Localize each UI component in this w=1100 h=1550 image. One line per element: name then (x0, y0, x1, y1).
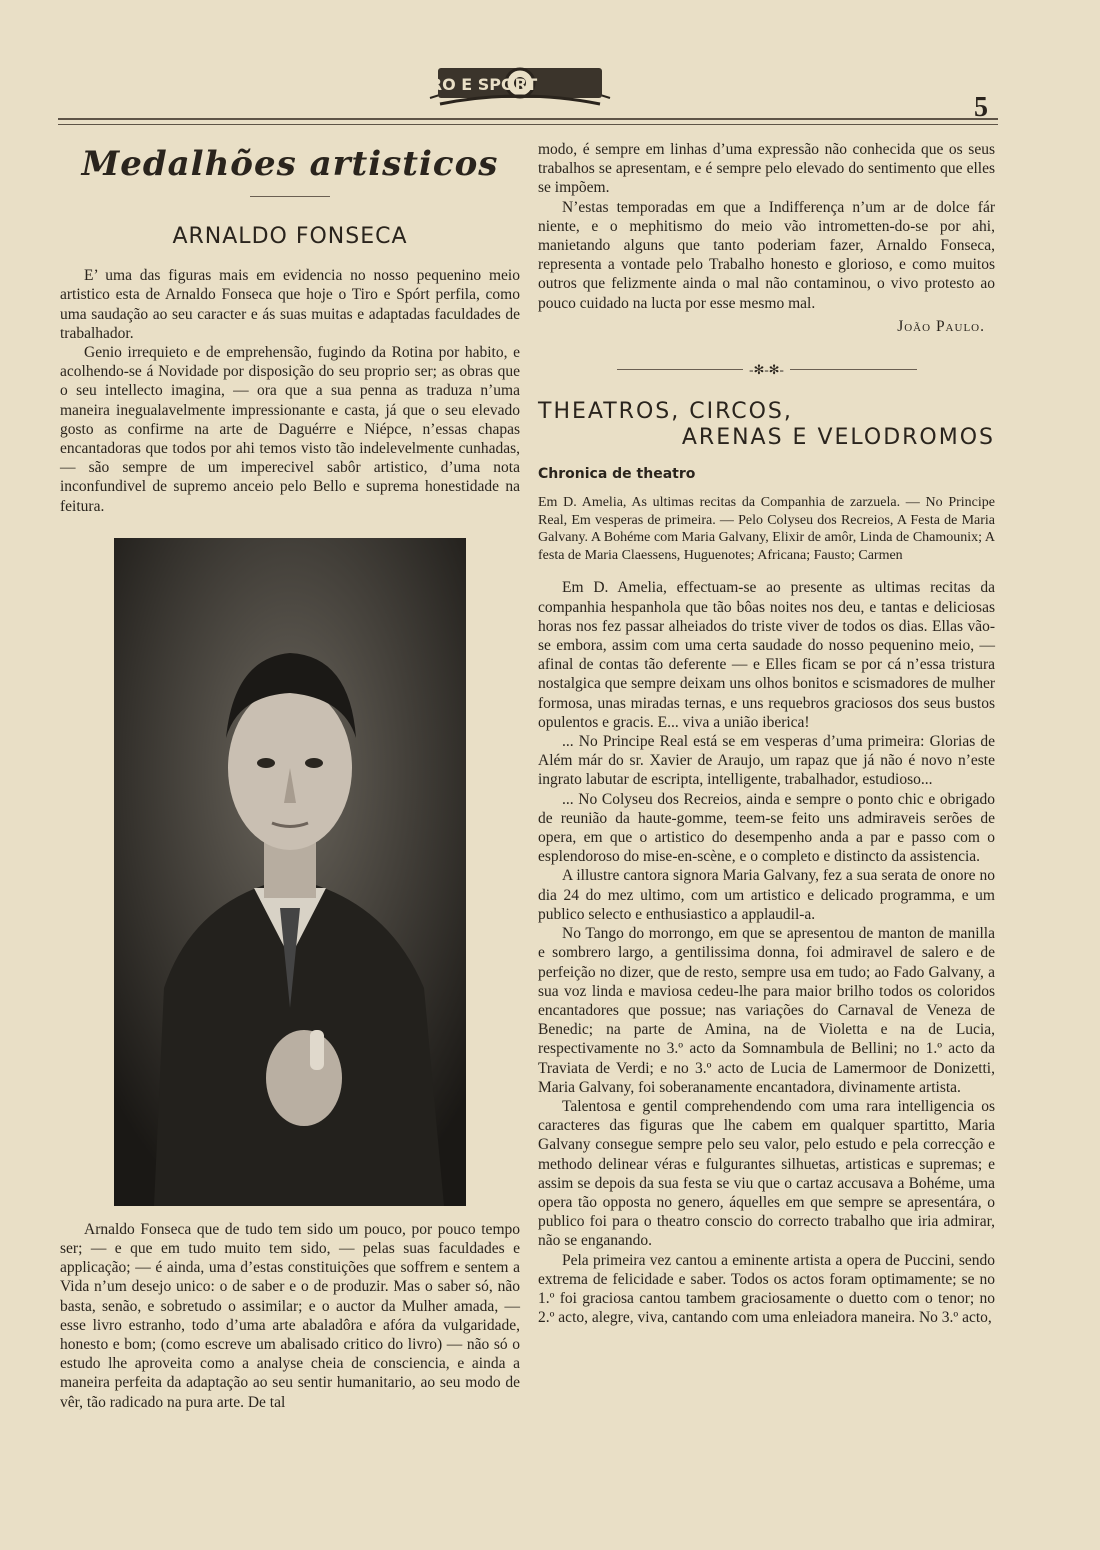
divider-line (790, 369, 917, 370)
paragraph: Em D. Amelia, effectuam-se ao presente as ultimas recitas da companhia hespanhola que tão bôas noites nos deu, e tantas e deliciosas horas nos fez passar alheiados do triste viver de todos os dias. Ellas vão-se embora, assim com uma certa saudade do nosso pequenino meio, — afinal de contas tão deferente — e Elles ficam se por cá n’essa tristura nostalgica que sempre deixam uns olhos bonitos e scismadores de mulher formosa, unas miradas ternas, e uns requebros graciosos dos seus bustos opulentos e gracis. E... viva a união iberica! (538, 579, 995, 731)
signature: João Paulo. (897, 317, 985, 335)
paragraph: A illustre cantora signora Maria Galvany, fez a sua serata de onore no dia 24 do mez ultimo, com um artistico e delicado programma, e um publico selecto e enthusiastico a applaudil-a. (538, 867, 995, 923)
paragraph: E’ uma das figuras mais em evidencia no nosso pequenino meio artistico esta de Arnaldo Fonseca que hoje o Tiro e Spórt perfila, como uma saudação ao seu caracter e ás suas muitas e adaptadas faculdades de trabalhador. (60, 267, 520, 342)
title-divider (250, 196, 330, 197)
right-column (538, 140, 995, 1327)
section-heading-line1: THEATROS, CIRCOS, (538, 399, 793, 425)
paragraph: Genio irrequieto e de emprehensão, fugindo da Rotina por habito, e acolhendo-se á Novidade por disposição do seu proprio ser; as obras que o seu intellecto imagina, — ora que a sua penna as traduza n’uma maneira inegualavelmente impressionante e casta, já que o seu elevado gosto as confirme na arte de Daguérre e Niépce, n’essas chapas encantadoras que todos por ahi temos visto tão indelevelmente cunhadas, — são sempre de um imperecivel sabôr artistico, d’uma nota inconfundivel de supremo anceio pelo Bello e suprema honestidade na feitura. (60, 344, 520, 515)
top-rule (58, 118, 998, 120)
top-rule-thin (58, 124, 998, 125)
paragraph: modo, é sempre em linhas d’uma expressão não conhecida que os seus trabalhos se apresentam, e é sempre pelo elevado do sentimento que elles se impõem. (538, 141, 995, 197)
ornament-icon: -✻-✻- (749, 362, 784, 378)
masthead-text: TIRO E SPORT (420, 75, 538, 94)
paragraph: Arnaldo Fonseca que de tudo tem sido um pouco, por pouco tempo ser; — e que em tudo muito tem sido, — pelas suas faculdades e applicação; — é ainda, uma d’estas constituições que soffrem e sentem a Vida n’um desejo unico: o de saber e o de produzir. Mas o saber só, não basta, senão, e sobretudo o assimilar; e o auctor da Mulher amada, — esse livro estranho, todo d’uma arte abaladôra e afóra da vulgaridade, honesto e bom; (como escreve um abalisado critico do livro) — não só o estudo lhe aproveita como a analyse cheia de consciencia, e ainda a maneira perfeita da adaptação ao seu sentir humanitario, ao seu modo de vêr, tão radicado na pura arte. De tal (60, 1220, 520, 1411)
subheading-chronica: Chronica de theatro (538, 466, 696, 483)
paragraph: ... No Colyseu dos Recreios, ainda e sempre o ponto chic e obrigado de reunião da haute-gomme, teem-se feito uns admiraveis serões de opera, em que o artistico do desempenho anda a par e passo com o esplendoroso do mise-en-scène, e o completo e distincto da assistencia. (538, 790, 995, 866)
paragraph: N’estas temporadas em que a Indifferença n’um ar de dolce fár niente, e o mephitismo do meio vão intrometten-do-se por ahi, manietando alguns que tanto poderiam fazer, Arnaldo Fonseca, representa a vontade pelo Trabalho honesto e glorioso, e como muitos outros que felizmente ainda o mal não contaminou, o vivo protesto ao pouco cuidado na lucta por esse mesmo mal. (538, 198, 995, 312)
section-title: Medalhões artisticos (81, 144, 499, 184)
section-heading-line2: ARENAS E VELODROMOS (681, 425, 995, 451)
paragraph: Pela primeira vez cantou a eminente artista a opera de Puccini, sendo extrema de felicidade e saber. Todos os actos foram optimamente; se no 1.º foi graciosa cantou tambem graciosamente o duetto com o tenor; no 2.º acto, alegre, viva, cantando com uma enleiadora maneira. No 3.º acto, (538, 1251, 995, 1327)
paragraph: No Tango do morrongo, em que se apresentou de manton de manilla e sombrero largo, a gentilissima donna, foi admiravel de salero e de perfeição no dizer, que de resto, sempre usa em tudo; ao Fado Galvany, a sua voz linda e maviosa cedeu-lhe para maior brilho todos os coloridos encantadores que possue; nas variações do Carnaval de Veneza de Benedic; na parte de Amina, na de Violetta e na de Lucia, respectivamente no 3.º acto da Somnambula de Bellini; no 1.º acto da Traviata de Verdi; e no 3.º acto de Lucia de Lamermoor de Donizetti, Maria Galvany, foi soberanamente encantadora, divinamente artista. (538, 925, 995, 1096)
page-number: 5 (974, 92, 988, 123)
divider-line (617, 369, 744, 370)
left-column (60, 140, 520, 1412)
summary-paragraph: Em D. Amelia, As ultimas recitas da Companhia de zarzuela. — No Principe Real, Em vesperas de primeira. — Pelo Colyseu dos Recreios, A Festa de Maria Galvany. A Bohéme com Maria Galvany, Elixir de amôr, Linda de Chamounix; A festa de Maria Claessens, Huguenotes; Africana; Fausto; Carmen (538, 495, 995, 563)
paragraph: ... No Principe Real está se em vesperas d’uma primeira: Glorias de Além már do sr. Xavier de Araujo, um rapaz que já não é novo n’este ingrato labutar de escripta, intelligente, trabalhador, estudioso... (538, 733, 995, 789)
paragraph: Talentosa e gentil comprehendendo com uma rara intelligencia os caracteres das figuras que lhe cabem em qualquer spartitto, Maria Galvany consegue sempre pelo seu valor, pelo estudo e pela correcção e methodo delinear véras e fulgurantes silhuetas, artisticas e supremas; e assim se depois da sua festa se viu que o cartaz accusava a Bohéme, uma opera tão opposta no genero, áquelles em que sempre se apresentára, o publico foi para o theatro conscio do correcto trabalho que iria admirar, não se enganando. (538, 1097, 995, 1250)
portrait-photo (114, 538, 466, 1206)
ornament-divider (617, 360, 917, 379)
section-heading-theatres (538, 399, 995, 451)
article-heading: ARNALDO FONSECA (172, 224, 408, 249)
masthead-logo (420, 58, 620, 112)
